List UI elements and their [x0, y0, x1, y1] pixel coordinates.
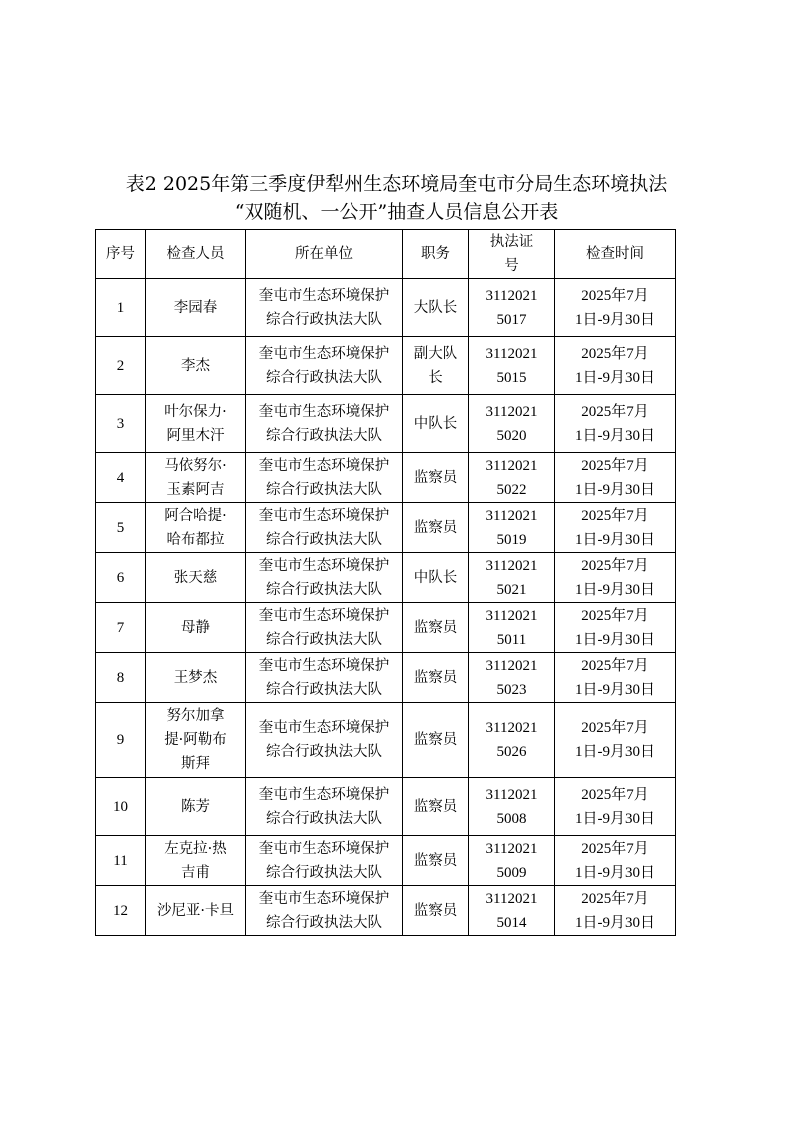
cell-cert-no-line: 5014: [496, 914, 527, 931]
cell-unit: [246, 395, 403, 453]
header-time: 检查时间: [555, 230, 676, 279]
cell-inspector-name-line: 阿里木汗: [166, 427, 225, 444]
table-row: [96, 836, 676, 886]
table-header-row: [96, 230, 676, 279]
cell-position: 监察员: [403, 653, 469, 703]
cell-position: [403, 337, 469, 395]
cell-unit-line: 综合行政执法大队: [266, 427, 382, 444]
cell-unit: [246, 603, 403, 653]
cell-time-line: 2025年7月: [581, 403, 649, 420]
cell-unit-line: 综合行政执法大队: [266, 311, 382, 328]
cell-time: [555, 653, 676, 703]
cell-cert-no: [469, 503, 555, 553]
cell-cert-no: [469, 836, 555, 886]
cell-time-line: 2025年7月: [581, 457, 649, 474]
cell-inspector-name-line: 提·阿勒布: [164, 732, 227, 748]
cell-time-line: 2025年7月: [581, 720, 649, 736]
cell-unit: [246, 886, 403, 936]
cell-unit-line: 综合行政执法大队: [266, 914, 382, 931]
cell-inspector-name: [146, 453, 246, 503]
cell-inspector-name-line: 吉甫: [181, 864, 210, 881]
header-cert-no-line: 号: [504, 258, 519, 274]
cell-cert-no: [469, 703, 555, 778]
cell-time-line: 1日-9月30日: [575, 481, 655, 498]
cell-position: 监察员: [403, 703, 469, 778]
cell-time-line: 1日-9月30日: [575, 631, 655, 648]
cell-inspector-name: 陈芳: [146, 778, 246, 836]
cell-unit-line: 奎屯市生态环境保护: [258, 840, 390, 857]
document-title-line-1: 表2 2025年第三季度伊犁州生态环境局奎屯市分局生态环境执法: [125, 173, 668, 195]
cell-time-line: 1日-9月30日: [575, 581, 655, 598]
cell-unit-line: 综合行政执法大队: [266, 744, 382, 760]
cell-cert-no-line: 3112021: [485, 287, 538, 304]
cell-cert-no: [469, 603, 555, 653]
cell-time-line: 2025年7月: [581, 607, 649, 624]
cell-unit: [246, 279, 403, 337]
cell-cert-no: [469, 279, 555, 337]
cell-position: 中队长: [403, 553, 469, 603]
cell-cert-no-line: 3112021: [485, 890, 538, 907]
table-row: [96, 653, 676, 703]
cell-time-line: 2025年7月: [581, 657, 649, 674]
cell-position-line: 副大队: [413, 345, 458, 362]
cell-inspector-name-line: 努尔加拿: [166, 708, 225, 724]
cell-unit-line: 奎屯市生态环境保护: [258, 786, 390, 803]
cell-seq: 4: [96, 453, 146, 503]
cell-time-line: 1日-9月30日: [575, 744, 655, 760]
cell-inspector-name: [146, 703, 246, 778]
cell-seq: 10: [96, 778, 146, 836]
cell-unit-line: 奎屯市生态环境保护: [258, 607, 390, 624]
cell-cert-no: [469, 653, 555, 703]
inspector-table: [95, 229, 676, 936]
cell-cert-no: [469, 778, 555, 836]
cell-seq: 5: [96, 503, 146, 553]
table-row: [96, 503, 676, 553]
cell-cert-no-line: 3112021: [485, 345, 538, 362]
cell-unit-line: 综合行政执法大队: [266, 631, 382, 648]
cell-cert-no-line: 3112021: [485, 557, 538, 574]
cell-inspector-name-line: 马依努尔·: [164, 457, 227, 474]
cell-seq: 1: [96, 279, 146, 337]
cell-time-line: 1日-9月30日: [575, 864, 655, 881]
cell-inspector-name-line: 玉素阿吉: [166, 481, 225, 498]
cell-time-line: 1日-9月30日: [575, 681, 655, 698]
cell-unit: [246, 778, 403, 836]
table-row: [96, 886, 676, 936]
cell-unit-line: 奎屯市生态环境保护: [258, 403, 390, 420]
cell-position: 监察员: [403, 836, 469, 886]
cell-unit-line: 综合行政执法大队: [266, 481, 382, 498]
cell-inspector-name: 张天慈: [146, 553, 246, 603]
cell-seq: 11: [96, 836, 146, 886]
document-title-line-2: “双随机、一公开”抽查人员信息公开表: [234, 201, 559, 223]
table-row: [96, 603, 676, 653]
cell-cert-no-line: 3112021: [485, 657, 538, 674]
header-cert-no: [469, 230, 555, 279]
cell-cert-no-line: 3112021: [485, 607, 538, 624]
cell-time: [555, 836, 676, 886]
header-unit: 所在单位: [246, 230, 403, 279]
cell-seq: 8: [96, 653, 146, 703]
cell-time: [555, 886, 676, 936]
cell-position: 监察员: [403, 503, 469, 553]
cell-inspector-name-line: 左克拉·热: [164, 840, 227, 857]
cell-time: [555, 778, 676, 836]
cell-time-line: 2025年7月: [581, 287, 649, 304]
cell-inspector-name-line: 阿合哈提·: [164, 507, 227, 524]
cell-time-line: 1日-9月30日: [575, 810, 655, 827]
cell-time: [555, 703, 676, 778]
cell-inspector-name: [146, 836, 246, 886]
cell-position: 监察员: [403, 886, 469, 936]
cell-unit-line: 奎屯市生态环境保护: [258, 557, 390, 574]
cell-unit: [246, 836, 403, 886]
table-row: [96, 553, 676, 603]
cell-position: 监察员: [403, 603, 469, 653]
cell-cert-no-line: 5020: [496, 427, 527, 444]
cell-cert-no-line: 3112021: [485, 840, 538, 857]
cell-cert-no: [469, 395, 555, 453]
cell-unit-line: 奎屯市生态环境保护: [258, 457, 390, 474]
cell-cert-no-line: 5023: [496, 681, 527, 698]
cell-seq: 6: [96, 553, 146, 603]
cell-unit: [246, 553, 403, 603]
cell-cert-no-line: 5009: [496, 864, 527, 881]
header-inspector: 检查人员: [146, 230, 246, 279]
cell-cert-no: [469, 886, 555, 936]
cell-position: 大队长: [403, 279, 469, 337]
cell-unit-line: 综合行政执法大队: [266, 581, 382, 598]
cell-unit-line: 奎屯市生态环境保护: [258, 345, 390, 362]
cell-inspector-name: [146, 503, 246, 553]
cell-seq: 9: [96, 703, 146, 778]
table-row: [96, 703, 676, 778]
cell-cert-no-line: 5008: [496, 810, 527, 827]
cell-unit-line: 奎屯市生态环境保护: [258, 657, 390, 674]
cell-time-line: 2025年7月: [581, 786, 649, 803]
cell-inspector-name: 母静: [146, 603, 246, 653]
cell-cert-no-line: 5021: [496, 581, 527, 598]
cell-unit-line: 综合行政执法大队: [266, 810, 382, 827]
cell-time-line: 1日-9月30日: [575, 311, 655, 328]
cell-unit: [246, 337, 403, 395]
cell-cert-no: [469, 553, 555, 603]
cell-cert-no: [469, 453, 555, 503]
table-row: [96, 279, 676, 337]
cell-time-line: 2025年7月: [581, 890, 649, 907]
cell-cert-no-line: 5017: [496, 311, 527, 328]
table-body: [96, 279, 676, 936]
cell-time: [555, 553, 676, 603]
header-position: 职务: [403, 230, 469, 279]
cell-unit-line: 综合行政执法大队: [266, 681, 382, 698]
cell-seq: 3: [96, 395, 146, 453]
cell-inspector-name-line: 哈布都拉: [166, 531, 225, 548]
cell-unit: [246, 653, 403, 703]
cell-seq: 7: [96, 603, 146, 653]
cell-unit-line: 奎屯市生态环境保护: [258, 720, 390, 736]
cell-position: 中队长: [403, 395, 469, 453]
cell-cert-no-line: 5011: [496, 631, 527, 648]
cell-time: [555, 337, 676, 395]
cell-unit-line: 综合行政执法大队: [266, 531, 382, 548]
cell-time-line: 1日-9月30日: [575, 914, 655, 931]
cell-time: [555, 395, 676, 453]
cell-unit-line: 综合行政执法大队: [266, 369, 382, 386]
table-row: [96, 453, 676, 503]
cell-position-line: 长: [428, 369, 443, 386]
cell-inspector-name: 王梦杰: [146, 653, 246, 703]
cell-unit: [246, 703, 403, 778]
cell-time-line: 1日-9月30日: [575, 427, 655, 444]
cell-inspector-name: [146, 395, 246, 453]
cell-cert-no-line: 3112021: [485, 720, 538, 736]
cell-time-line: 1日-9月30日: [575, 369, 655, 386]
cell-cert-no-line: 3112021: [485, 403, 538, 420]
table-row: [96, 337, 676, 395]
cell-position: 监察员: [403, 453, 469, 503]
cell-unit-line: 综合行政执法大队: [266, 864, 382, 881]
cell-cert-no-line: 5026: [496, 744, 527, 760]
cell-time-line: 2025年7月: [581, 345, 649, 362]
cell-unit: [246, 503, 403, 553]
table-row: [96, 778, 676, 836]
cell-cert-no-line: 5022: [496, 481, 527, 498]
header-seq: 序号: [96, 230, 146, 279]
cell-time: [555, 279, 676, 337]
table-row: [96, 395, 676, 453]
cell-inspector-name-line: 叶尔保力·: [164, 403, 227, 420]
cell-inspector-name: 李杰: [146, 337, 246, 395]
cell-unit-line: 奎屯市生态环境保护: [258, 287, 390, 304]
cell-time-line: 2025年7月: [581, 557, 649, 574]
cell-position: 监察员: [403, 778, 469, 836]
cell-cert-no-line: 3112021: [485, 457, 538, 474]
cell-unit-line: 奎屯市生态环境保护: [258, 890, 390, 907]
cell-inspector-name: 李园春: [146, 279, 246, 337]
cell-time-line: 1日-9月30日: [575, 531, 655, 548]
header-cert-no-line: 执法证: [489, 234, 534, 250]
cell-unit-line: 奎屯市生态环境保护: [258, 507, 390, 524]
cell-time: [555, 603, 676, 653]
cell-cert-no: [469, 337, 555, 395]
cell-time-line: 2025年7月: [581, 840, 649, 857]
cell-cert-no-line: 5019: [496, 531, 527, 548]
cell-cert-no-line: 5015: [496, 369, 527, 386]
cell-cert-no-line: 3112021: [485, 786, 538, 803]
cell-time-line: 2025年7月: [581, 507, 649, 524]
cell-seq: 12: [96, 886, 146, 936]
cell-time: [555, 503, 676, 553]
cell-cert-no-line: 3112021: [485, 507, 538, 524]
cell-unit: [246, 453, 403, 503]
cell-inspector-name-line: 斯拜: [181, 756, 210, 772]
cell-inspector-name: 沙尼亚·卡旦: [146, 886, 246, 936]
cell-time: [555, 453, 676, 503]
cell-seq: 2: [96, 337, 146, 395]
